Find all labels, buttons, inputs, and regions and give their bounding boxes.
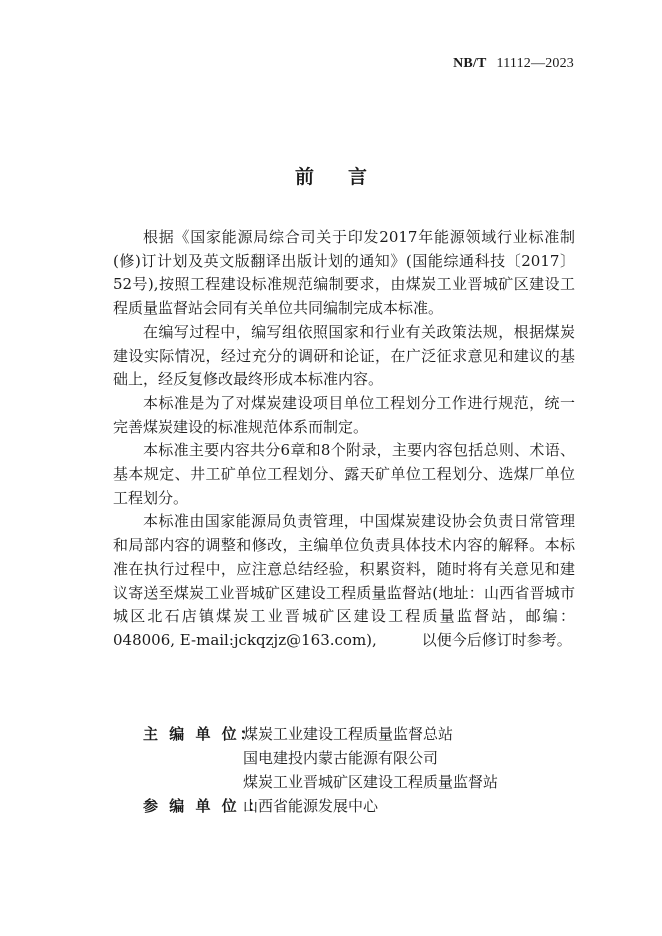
paragraph-purpose: 本标准是为了对煤炭建设项目单位工程划分工作进行规范，统一完善煤炭建设的标准规范体系而制定。 xyxy=(113,393,575,436)
standard-code-prefix: NB/T xyxy=(453,56,487,71)
editor-units xyxy=(143,722,583,818)
chief-editor-unit: 国电建投内蒙古能源有限公司 xyxy=(243,749,439,767)
chief-editor-list xyxy=(243,722,498,794)
participating-editor-list xyxy=(243,794,378,818)
paragraph-contents: 本标准主要内容共分6章和8个附录，主要内容包括总则、术语、基本规定、井工矿单位工程划分、露天矿单位工程划分、选煤厂单位工程划分。 xyxy=(113,441,575,507)
chief-editor-row xyxy=(143,722,583,794)
standard-code xyxy=(453,56,574,72)
chief-editor-label: 主 编 单 位： xyxy=(143,725,258,743)
chief-editor-unit: 煤炭工业建设工程质量监督总站 xyxy=(243,725,454,743)
preface-body xyxy=(113,226,575,653)
standard-code-number: 11112—2023 xyxy=(496,56,574,71)
paragraph-basis: 根据《国家能源局综合司关于印发2017年能源领域行业标准制(修)订计划及英文版翻译出版计划的通知》(国能综通科技〔2017〕52号),按照工程建设标准规范编制要求，由煤炭工业晋城矿区建设工程质量监督站会同有关单位共同编制完成本标准。 xyxy=(113,228,575,318)
chief-editor-unit: 煤炭工业晋城矿区建设工程质量监督站 xyxy=(243,773,499,791)
participating-editor-unit: 山西省能源发展中心 xyxy=(243,797,379,815)
paragraph-management: 本标准由国家能源局负责管理，中国煤炭建设协会负责日常管理和局部内容的调整和修改，主编单位负责具体技术内容的解释。本标准在执行过程中，应注意总结经验，积累资料，随时将有关意见和建议寄送至煤炭工业晋城矿区建设工程质量监督站(地址：山西省晋城市城区北石店镇煤炭工业晋城矿区建设工程质量监督站，邮编：048006, E-mail:jckqzjz@163.com), 以便今后修订时参考。 xyxy=(113,512,575,649)
paragraph-process: 在编写过程中，编写组依照国家和行业有关政策法规，根据煤炭建设实际情况，经过充分的调研和论证，在广泛征求意见和建议的基础上，经反复修改最终形成本标准内容。 xyxy=(113,322,575,389)
participating-editor-label: 参 编 单 位 ： xyxy=(143,797,266,815)
participating-editor-row xyxy=(143,794,583,818)
page-title: 前言 xyxy=(294,166,401,188)
